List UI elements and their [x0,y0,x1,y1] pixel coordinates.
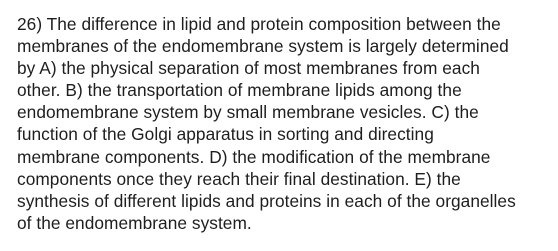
question-line: 26) The difference in lipid and protein composition between the [17,14,501,34]
question-line: components once they reach their final destination. E) the [17,168,461,189]
question-text [17,13,553,234]
question-line: by A) the physical separation of most membranes from each [17,58,480,79]
question-line: endomembrane system by small membrane vesicles. C) the [17,102,479,123]
question-line: of the endomembrane system. [17,212,252,233]
question-line: membrane components. D) the modification of the membrane [17,146,491,167]
question-line: other. B) the transportation of membrane lipids among the [17,80,462,101]
question-line: function of the Golgi apparatus in sorting and directing [17,124,434,145]
question-line: membranes of the endomembrane system is largely determined [17,36,509,57]
question-line: synthesis of different lipids and proteins in each of the organelles [17,190,516,211]
